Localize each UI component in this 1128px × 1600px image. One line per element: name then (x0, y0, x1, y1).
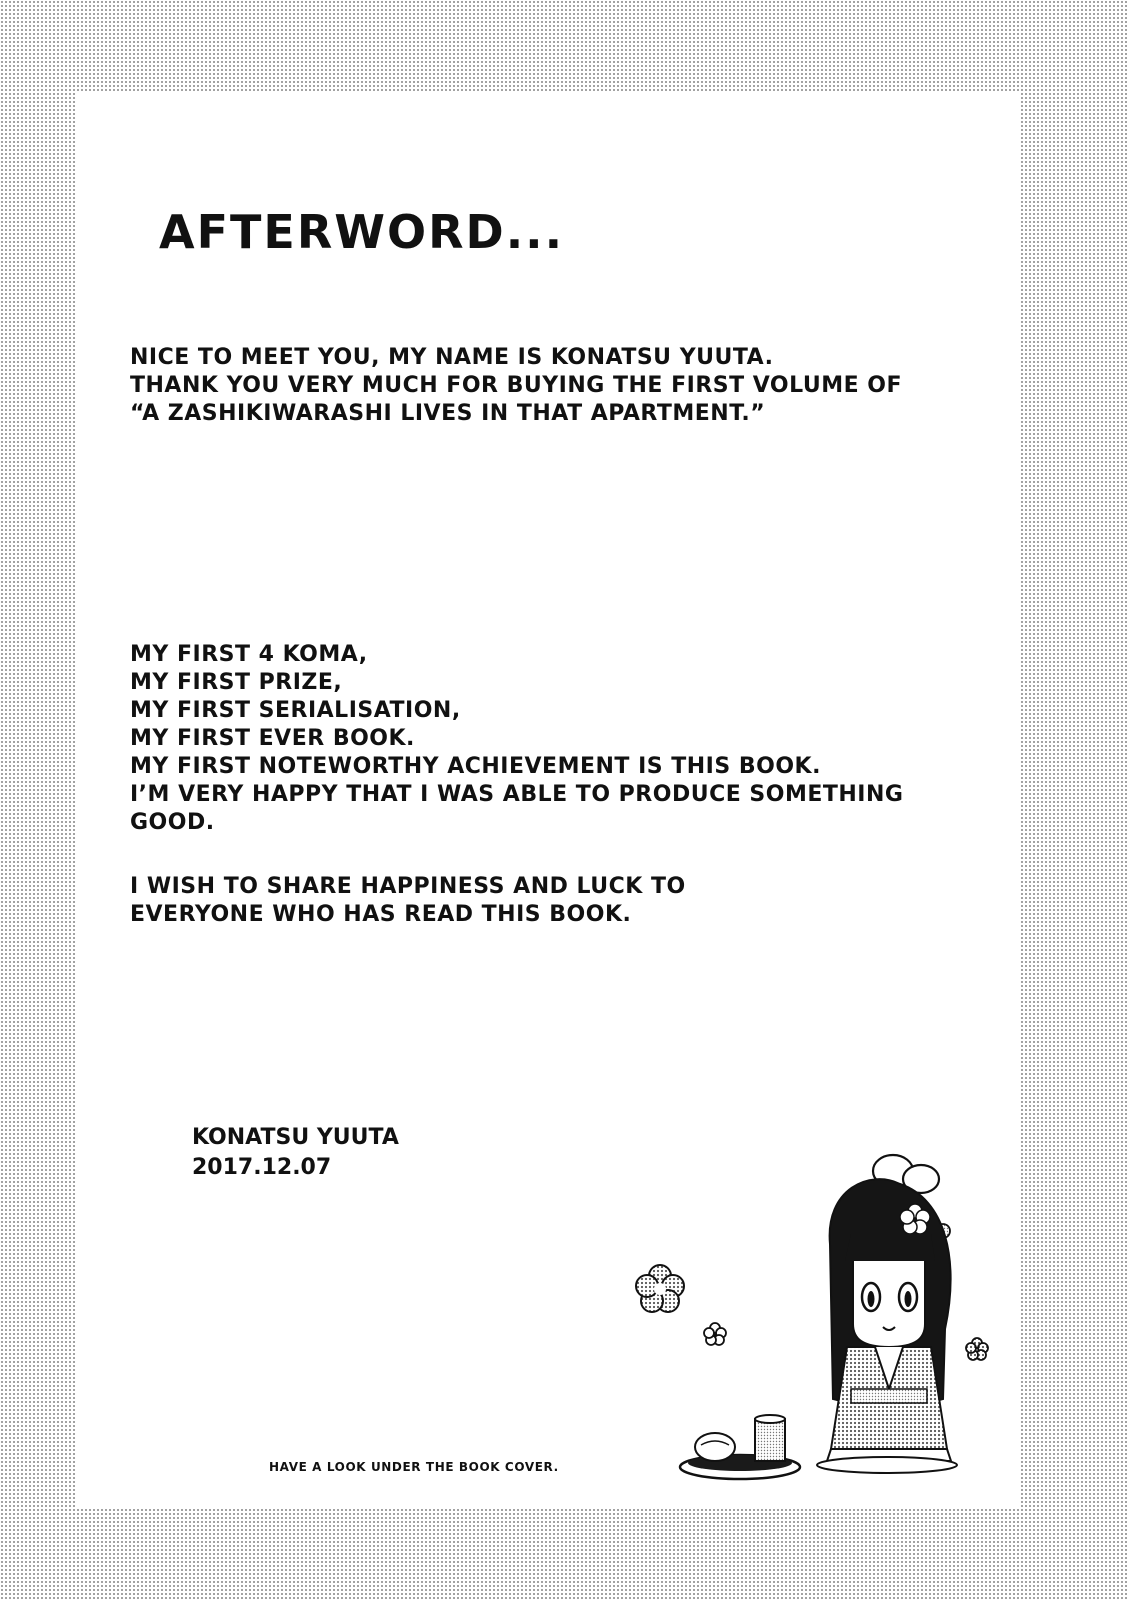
text-line: I WISH TO SHARE HAPPINESS AND LUCK TO (130, 874, 686, 899)
text-line: MY FIRST 4 KOMA, (130, 642, 368, 667)
author-signature (192, 1123, 399, 1183)
page-title: AFTERWORD... (159, 205, 565, 259)
text-line: THANK YOU VERY MUCH FOR BUYING THE FIRST VOLUME OF (130, 373, 903, 398)
intro-paragraph (130, 344, 902, 428)
text-line: MY FIRST PRIZE, (130, 670, 343, 695)
firsts-paragraph (130, 641, 903, 837)
wish-paragraph (130, 873, 686, 929)
flower-icon (636, 1265, 684, 1312)
text-line: EVERYONE WHO HAS READ THIS BOOK. (130, 902, 632, 927)
text-line: “A ZASHIKIWARASHI LIVES IN THAT APARTMENT.” (130, 401, 766, 426)
zashikiwarashi-illustration (625, 1149, 995, 1489)
flower-icon (966, 1338, 988, 1360)
text-line: MY FIRST SERIALISATION, (130, 698, 461, 723)
text-line: MY FIRST EVER BOOK. (130, 726, 415, 751)
text-line: NICE TO MEET YOU, MY NAME IS KONATSU YUUTA. (130, 345, 774, 370)
flower-icon (704, 1323, 726, 1345)
text-line: GOOD. (130, 810, 215, 835)
illustration-caption: HAVE A LOOK UNDER THE BOOK COVER. (269, 1460, 559, 1474)
text-line: I’M VERY HAPPY THAT I WAS ABLE TO PRODUCE SOMETHING (130, 782, 904, 807)
author-name: KONATSU YUUTA (192, 1125, 399, 1150)
text-line: MY FIRST NOTEWORTHY ACHIEVEMENT IS THIS BOOK. (130, 754, 821, 779)
afterword-page (77, 91, 1021, 1509)
signature-date: 2017.12.07 (192, 1155, 332, 1180)
tea-tray-icon (680, 1415, 800, 1479)
